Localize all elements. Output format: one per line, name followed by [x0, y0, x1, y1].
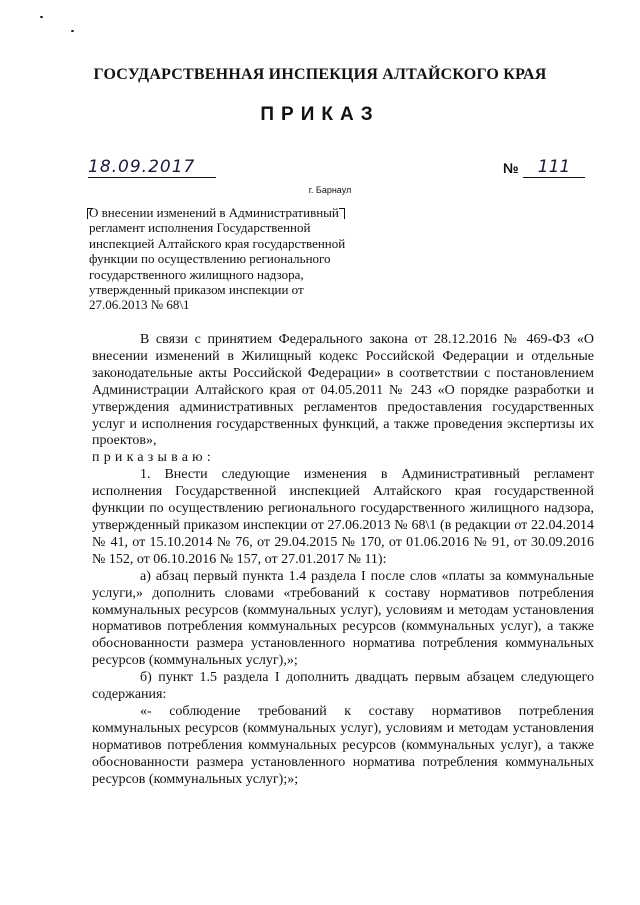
- item-b-quote-paragraph: «- соблюдение требований к составу нормативов потребления коммунальных ресурсов (коммунальных услуг), условиям и методам установления нормативов потребления коммунальных ресурсов (коммунальных услуг), а также обоснованности размера установленного норматива потребления коммунальных ресурсов (коммунальных услуг);»;: [92, 703, 594, 787]
- preamble-paragraph: В связи с принятием Федерального закона от 28.12.2016 № 469-ФЗ «О внесении изменений в Жилищный кодекс Российской Федерации и отдельные законодательные акты Российской Федерации» в соответствии с постановлением Администрации Алтайского края от 04.05.2011 № 243 «О порядке разработки и утверждения административных регламентов предоставления государственных услуг и исполнения государственных функций, а также проведения экспертизы их проектов»,: [92, 332, 594, 449]
- order-subject: О внесении изменений в Административный регламент исполнения Государственной инспекцией Алтайского края государственной функции по осуществлению регионального государственного жилищного надзора, утвержденный приказом инспекции от 27.06.2013 № 68\1: [89, 205, 346, 313]
- document-number: 111: [523, 157, 585, 178]
- document-date: 18.09.2017: [88, 157, 216, 178]
- scan-speck: [40, 16, 43, 18]
- item-b-paragraph: б) пункт 1.5 раздела I дополнить двадцать первым абзацем следующего содержания:: [92, 670, 594, 703]
- organization-title: ГОСУДАРСТВЕННАЯ ИНСПЕКЦИЯ АЛТАЙСКОГО КРАЯ: [93, 66, 547, 83]
- order-body: [92, 332, 594, 788]
- number-label: №: [503, 160, 519, 176]
- document-type-title: ПРИКАЗ: [260, 104, 380, 125]
- scan-speck: [71, 30, 74, 32]
- order-word: приказываю:: [92, 450, 215, 466]
- item-a-paragraph: а) абзац первый пункта 1.4 раздела I после слов «платы за коммунальные услуги,» дополнить словами «требований к составу нормативов потребления коммунальных ресурсов (коммунальных услуг), условиям и методам установления нормативов потребления коммунальных ресурсов (коммунальных услуг), а также обоснованности размера установленного норматива потребления коммунальных ресурсов (коммунальных услуг),»;: [92, 568, 594, 669]
- city-line: г. Барнаул: [308, 185, 352, 195]
- item-1-paragraph: 1. Внести следующие изменения в Административный регламент исполнения Государственной инспекцией Алтайского края государственной функции по осуществлению регионального государственного жилищного надзора, утвержденный приказом инспекции от 27.06.2013 № 68\1 (в редакции от 22.04.2014 № 41, от 15.10.2014 № 76, от 29.04.2015 № 170, от 01.06.2016 № 91, от 30.09.2016 № 152, от 06.10.2016 № 157, от 27.01.2017 № 11):: [92, 467, 594, 567]
